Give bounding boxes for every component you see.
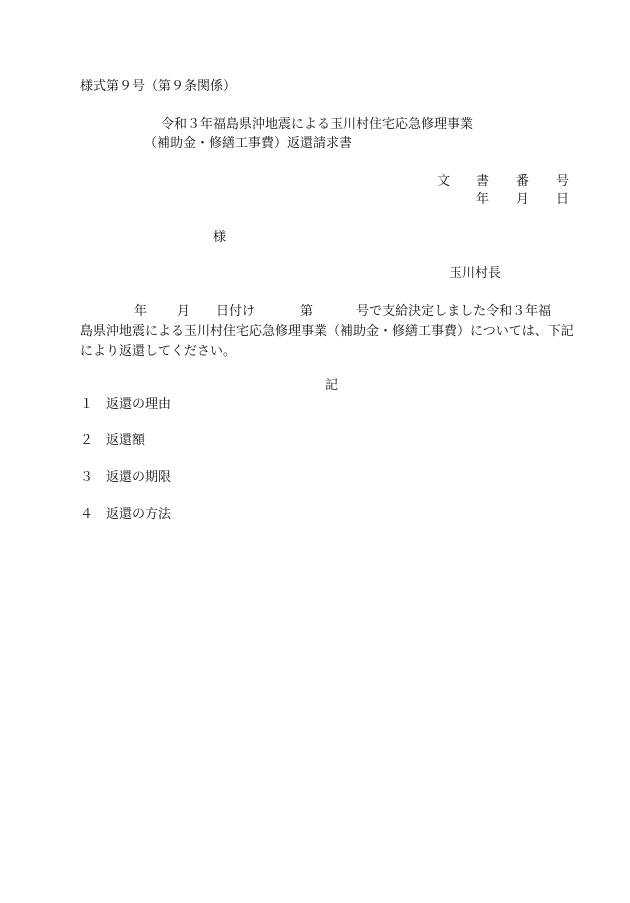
addressee-suffix: 様 — [213, 230, 227, 245]
body-line-3: により返還してください。 — [80, 344, 237, 359]
item-number: ３ — [80, 470, 94, 485]
body-date-suffix: 日付け — [216, 304, 256, 319]
body-line-1 — [80, 302, 590, 322]
date-day: 日 — [556, 192, 570, 207]
document-number-char: 書 — [476, 174, 490, 189]
document-number-char: 番 — [516, 174, 530, 189]
item-number: ４ — [80, 507, 94, 522]
title-line-1: 令和３年福島県沖地震による玉川村住宅応急修理事業 — [161, 117, 474, 132]
body-year: 年 — [134, 304, 148, 319]
form-number: 様式第９号（第９条関係） — [80, 79, 237, 94]
ki-heading: 記 — [325, 378, 339, 393]
issuer: 玉川村長 — [449, 266, 502, 281]
date-year: 年 — [476, 192, 490, 207]
title-line-2: （補助金・修繕工事費）返還請求書 — [144, 136, 353, 151]
body-dai: 第 — [300, 304, 314, 319]
date-month: 月 — [516, 192, 530, 207]
body-line-1-rest: 号で支給決定しました令和３年福 — [356, 304, 552, 319]
body-month: 月 — [177, 304, 191, 319]
list-item — [80, 470, 171, 486]
item-label: 返還の理由 — [106, 397, 172, 412]
document-number-char: 号 — [556, 174, 570, 189]
list-item — [80, 397, 171, 413]
item-number: １ — [80, 397, 94, 412]
item-number: ２ — [80, 433, 94, 448]
body-line-2: 島県沖地震による玉川村住宅応急修理事業（補助金・修繕工事費）については、下記 — [80, 324, 574, 339]
body-paragraph — [80, 302, 590, 362]
list-item — [80, 507, 171, 523]
item-label: 返還額 — [106, 433, 146, 448]
item-label: 返還の期限 — [106, 470, 172, 485]
document-number-char: 文 — [437, 174, 451, 189]
list-item — [80, 433, 145, 449]
item-label: 返還の方法 — [106, 507, 172, 522]
